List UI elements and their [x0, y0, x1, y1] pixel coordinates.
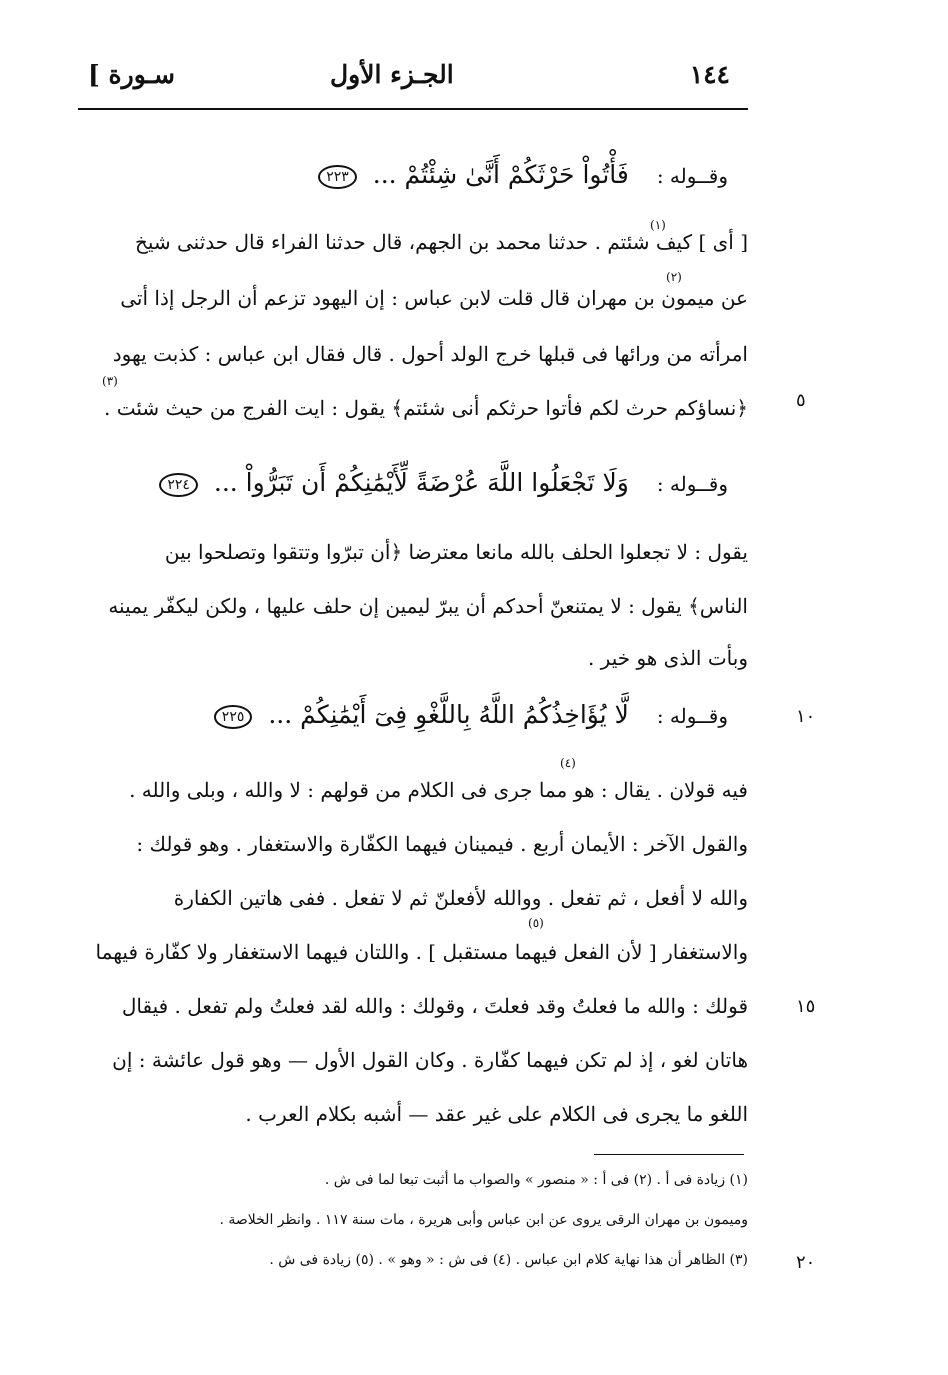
- verse-lead: وقــوله :: [656, 704, 728, 728]
- text-line: الناس﴾ يقول : لا يمتنعنّ أحدكم أن يبرّ ليمين إن حلف عليها ، ولكن ليكفّر يمينه: [108, 594, 748, 618]
- text-line: امرأته من ورائها فى قبلها خرج الولد أحول . قال فقال ابن عباس : كذبت يهود: [112, 342, 748, 366]
- text-line: والله لا أفعل ، ثم تفعل . ووالله لأفعلنّ ثم لا تفعل . ففى هاتين الكفارة: [173, 886, 748, 910]
- footnote-line: (١) زيادة فى أ . (٢) فى أ : « منصور » والصواب ما أثبت تبعا لما فى ش .: [324, 1172, 748, 1188]
- line-number: ١٠: [796, 706, 816, 727]
- footnote-separator: [594, 1154, 744, 1155]
- verse-text: لَّا يُؤَاخِذُكُمُ اللَّهُ بِاللَّغْوِ فِىٓ أَيْمَٰنِكُمْ ...: [268, 700, 629, 729]
- text-line: يقول : لا تجعلوا الحلف بالله مانعا معترضا ﴿أن تبرّوا وتتقوا وتصلحوا بين: [164, 540, 748, 564]
- page-number: ١٤٤: [689, 60, 730, 89]
- line-number: ٢٠: [796, 1252, 816, 1273]
- verse-heading: [159, 468, 728, 497]
- text-line: والقول الآخر : الأيمان أربع . فيمينان فيهما الكفّارة والاستغفار . وهو قولك :: [136, 832, 748, 856]
- text-line: ﴿نساؤكم حرث لكم فأتوا حرثكم أنى شئتم﴾ يقول : ايت الفرج من حيث شئت .: [104, 396, 748, 420]
- verse-text: وَلَا تَجْعَلُوا اللَّهَ عُرْضَةً لِّأَيْمَٰنِكُمْ أَن تَبَرُّواْ ...: [213, 468, 629, 497]
- text-line: قولك : والله ما فعلتُ وقد فعلتَ ، وقولك : والله لقد فعلتُ ولم تفعل . فيقال: [121, 994, 748, 1018]
- text-line: عن ميمون بن مهران قال قلت لابن عباس : إن اليهود تزعم أن الرجل إذا أتى: [120, 286, 748, 310]
- footnote-mark: (١): [650, 218, 666, 232]
- verse-lead: وقــوله :: [656, 164, 728, 188]
- verse-number: ٢٢٣: [318, 165, 357, 189]
- text-line: اللغو ما يجرى فى الكلام على غير عقد — أشبه بكلام العرب .: [245, 1102, 748, 1126]
- text-line: [ أى ] كيف شئتم . حدثنا محمد بن الجهم، قال حدثنا الفراء قال حدثنى شيخ: [134, 230, 748, 254]
- surah-label: [ سـورة: [88, 60, 175, 89]
- verse-heading: [318, 160, 728, 189]
- text-line: فيه قولان . يقال : هو مما جرى فى الكلام من قولهم : لا والله ، وبلى والله .: [129, 778, 748, 802]
- verse-lead: وقــوله :: [656, 472, 728, 496]
- footnote-mark: (٣): [102, 374, 118, 388]
- line-number: ٥: [796, 390, 806, 411]
- line-number: ١٥: [796, 996, 816, 1017]
- footnote-mark: (٤): [560, 756, 576, 770]
- footnote-line: (٣) الظاهر أن هذا نهاية كلام ابن عباس . (٤) فى ش : « وهو » . (٥) زيادة فى ش .: [269, 1252, 748, 1268]
- footnote-mark: (٢): [666, 270, 682, 284]
- verse-text: فَأْتُواْ حَرْثَكُمْ أَنَّىٰ شِئْتُمْ ...: [372, 160, 629, 189]
- verse-heading: [214, 700, 728, 729]
- footnote-mark: (٥): [528, 916, 544, 930]
- text-line: هاتان لغو ، إذ لم تكن فيهما كفّارة . وكان القول الأول — وهو قول عائشة : إن: [112, 1048, 748, 1072]
- verse-number: ٢٢٤: [159, 473, 198, 497]
- text-line: وبأت الذى هو خير .: [587, 646, 748, 670]
- verse-number: ٢٢٥: [214, 705, 253, 729]
- part-title: الجـزء الأول: [330, 60, 454, 89]
- footnote-line: وميمون بن مهران الرقى يروى عن ابن عباس وأبى هريرة ، مات سنة ١١٧ . وانظر الخلاصة .: [219, 1212, 748, 1228]
- header-rule: [78, 108, 748, 110]
- text-line: والاستغفار [ لأن الفعل فيهما مستقبل ] . واللتان فيهما الاستغفار ولا كفّارة فيهما: [95, 940, 748, 964]
- running-header: [80, 60, 748, 100]
